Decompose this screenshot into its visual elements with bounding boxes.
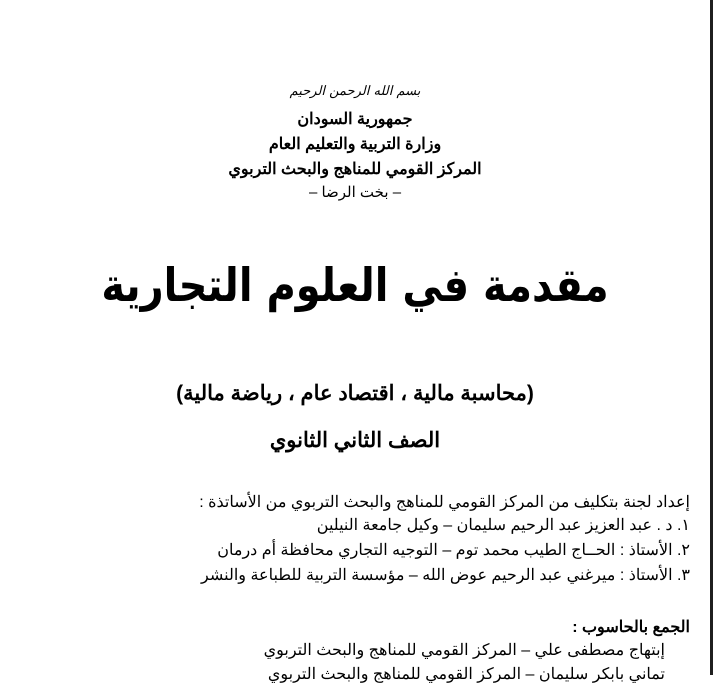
book-subtitle: (محاسبة مالية ، اقتصاد عام ، رياضة مالية) [176,382,534,405]
typist: إبتهاج مصطفى علي – المركز القومي للمناهج والبحث التربوي [263,642,665,659]
committee-member: ١. د . عبد العزيز عبد الرحيم سليمان – وكيل جامعة النيلين [316,517,690,534]
committee-intro: إعداد لجنة بتكليف من المركز القومي للمناهج والبحث التربوي من الأساتذة : [199,494,690,511]
committee-member: ٣. الأستاذ : ميرغني عبد الرحيم عوض الله – مؤسسة التربية للطباعة والنشر [201,567,690,584]
grade-level: الصف الثاني الثانوي [269,429,441,452]
basmala: بسم الله الرحمن الرحيم [289,84,421,99]
country-name: جمهورية السودان [297,111,413,128]
typist: تماني بابكر سليمان – المركز القومي للمناهج والبحث التربوي [267,666,665,683]
typing-heading: الجمع بالحاسوب : [572,619,690,636]
city-name: – بخت الرضا – [308,184,402,201]
book-title: مقدمة في العلوم التجارية [101,259,609,313]
ministry-name: وزارة التربية والتعليم العام [268,136,442,153]
center-name: المركز القومي للمناهج والبحث التربوي [228,161,482,178]
committee-member: ٢. الأستاذ : الحــاج الطيب محمد توم – التوجيه التجاري محافظة أم درمان [217,542,690,559]
